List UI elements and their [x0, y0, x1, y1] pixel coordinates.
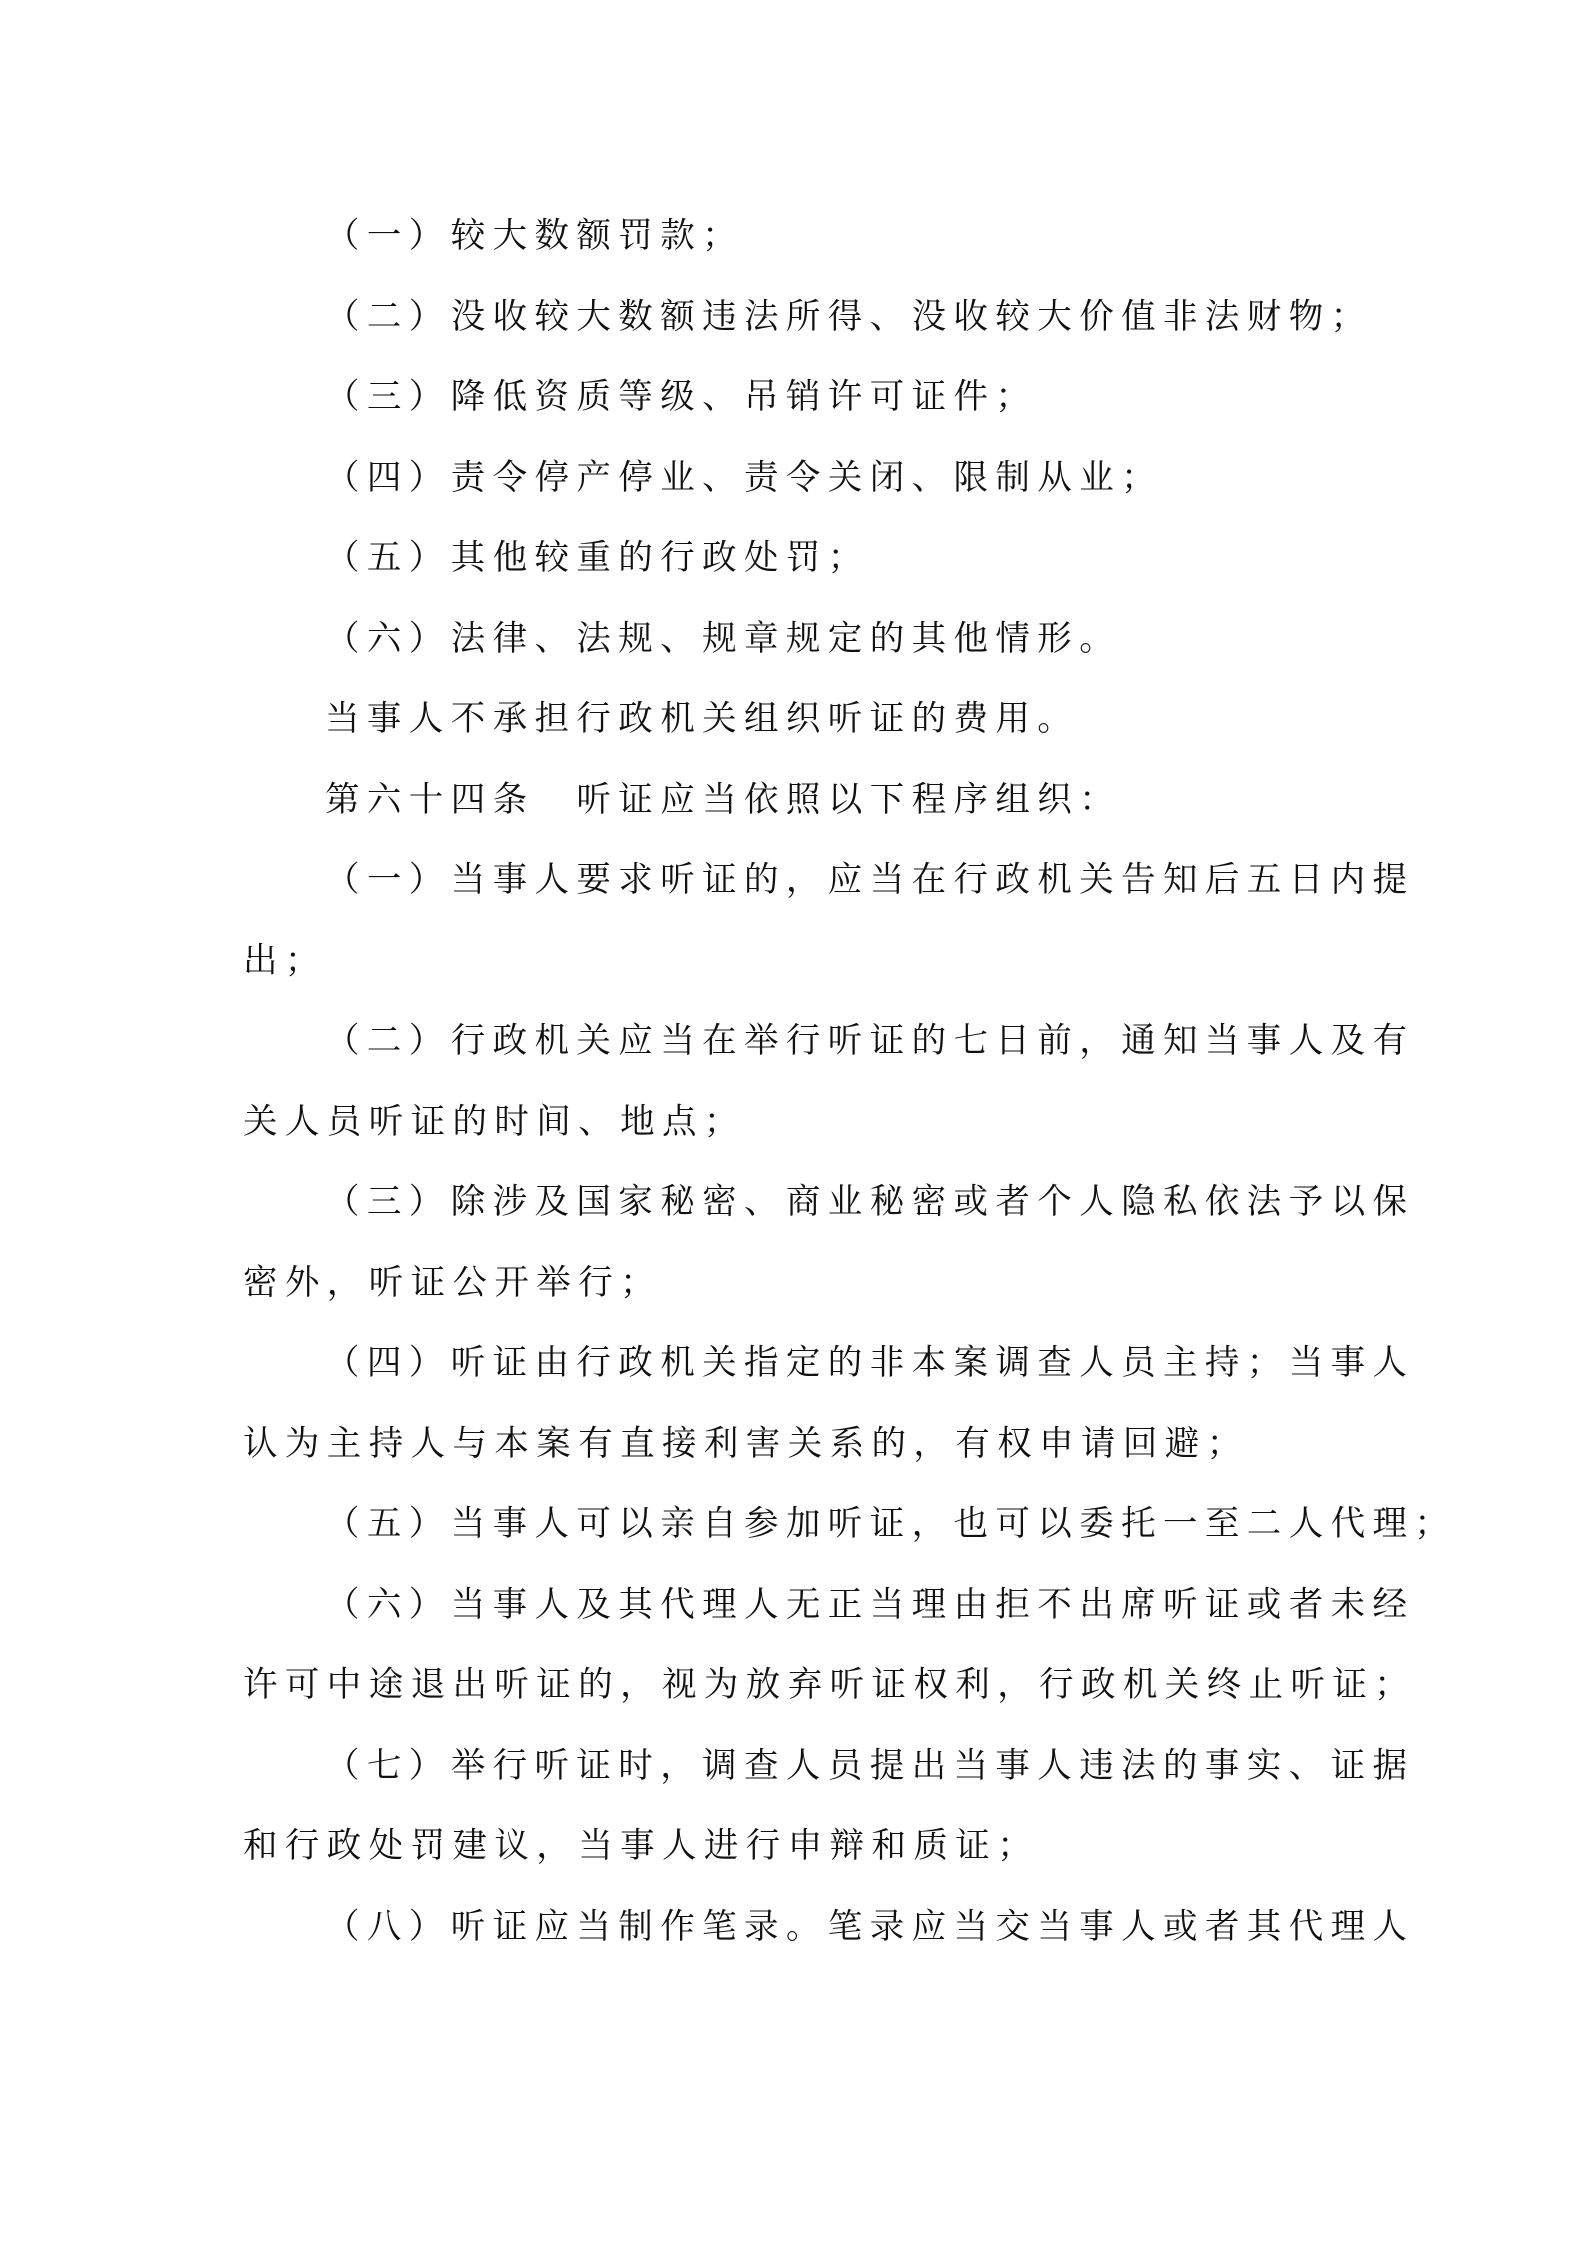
text-line: （六）法律、法规、规章规定的其他情形。: [325, 618, 1122, 659]
text-line: （四）责令停产停业、责令关闭、限制从业；: [325, 457, 1163, 498]
text-line: （二）行政机关应当在举行听证的七日前，通知当事人及有: [325, 1021, 1415, 1061]
text-line: （八）听证应当制作笔录。笔录应当交当事人或者其代理人: [325, 1906, 1415, 1947]
text-line: 出；: [243, 940, 327, 981]
text-line: 认为主持人与本案有直接利害关系的，有权申请回避；: [243, 1423, 1249, 1464]
text-line: （三）降低资质等级、吊销许可证件；: [325, 377, 1038, 417]
text-line: （一）较大数额罚款；: [325, 216, 744, 256]
text-line: （六）当事人及其代理人无正当理由拒不出席听证或者未经: [325, 1584, 1415, 1625]
text-line: 和行政处罚建议，当事人进行申辩和质证；: [243, 1826, 1040, 1866]
document-body: [243, 196, 1457, 1967]
text-line: （一）当事人要求听证的，应当在行政机关告知后五日内提: [325, 860, 1415, 900]
text-line: 许可中途退出听证的，视为放弃听证权利，行政机关终止听证；: [243, 1665, 1417, 1705]
text-line: 密外，听证公开举行；: [243, 1262, 662, 1303]
text-line: （五）当事人可以亲自参加听证，也可以委托一至二人代理；: [325, 1504, 1457, 1544]
article-heading-line: 第六十四条 听证应当依照以下程序组织：: [325, 779, 1122, 820]
text-line: （三）除涉及国家秘密、商业秘密或者个人隐私依法予以保: [325, 1182, 1415, 1222]
text-line: 关人员听证的时间、地点；: [243, 1101, 746, 1142]
text-line: （二）没收较大数额违法所得、没收较大价值非法财物；: [325, 296, 1373, 337]
text-line: （五）其他较重的行政处罚；: [325, 538, 870, 578]
text-line: （四）听证由行政机关指定的非本案调查人员主持；当事人: [325, 1343, 1415, 1383]
text-line: （七）举行听证时，调查人员提出当事人违法的事实、证据: [325, 1745, 1415, 1786]
text-line: 当事人不承担行政机关组织听证的费用。: [325, 699, 1080, 739]
